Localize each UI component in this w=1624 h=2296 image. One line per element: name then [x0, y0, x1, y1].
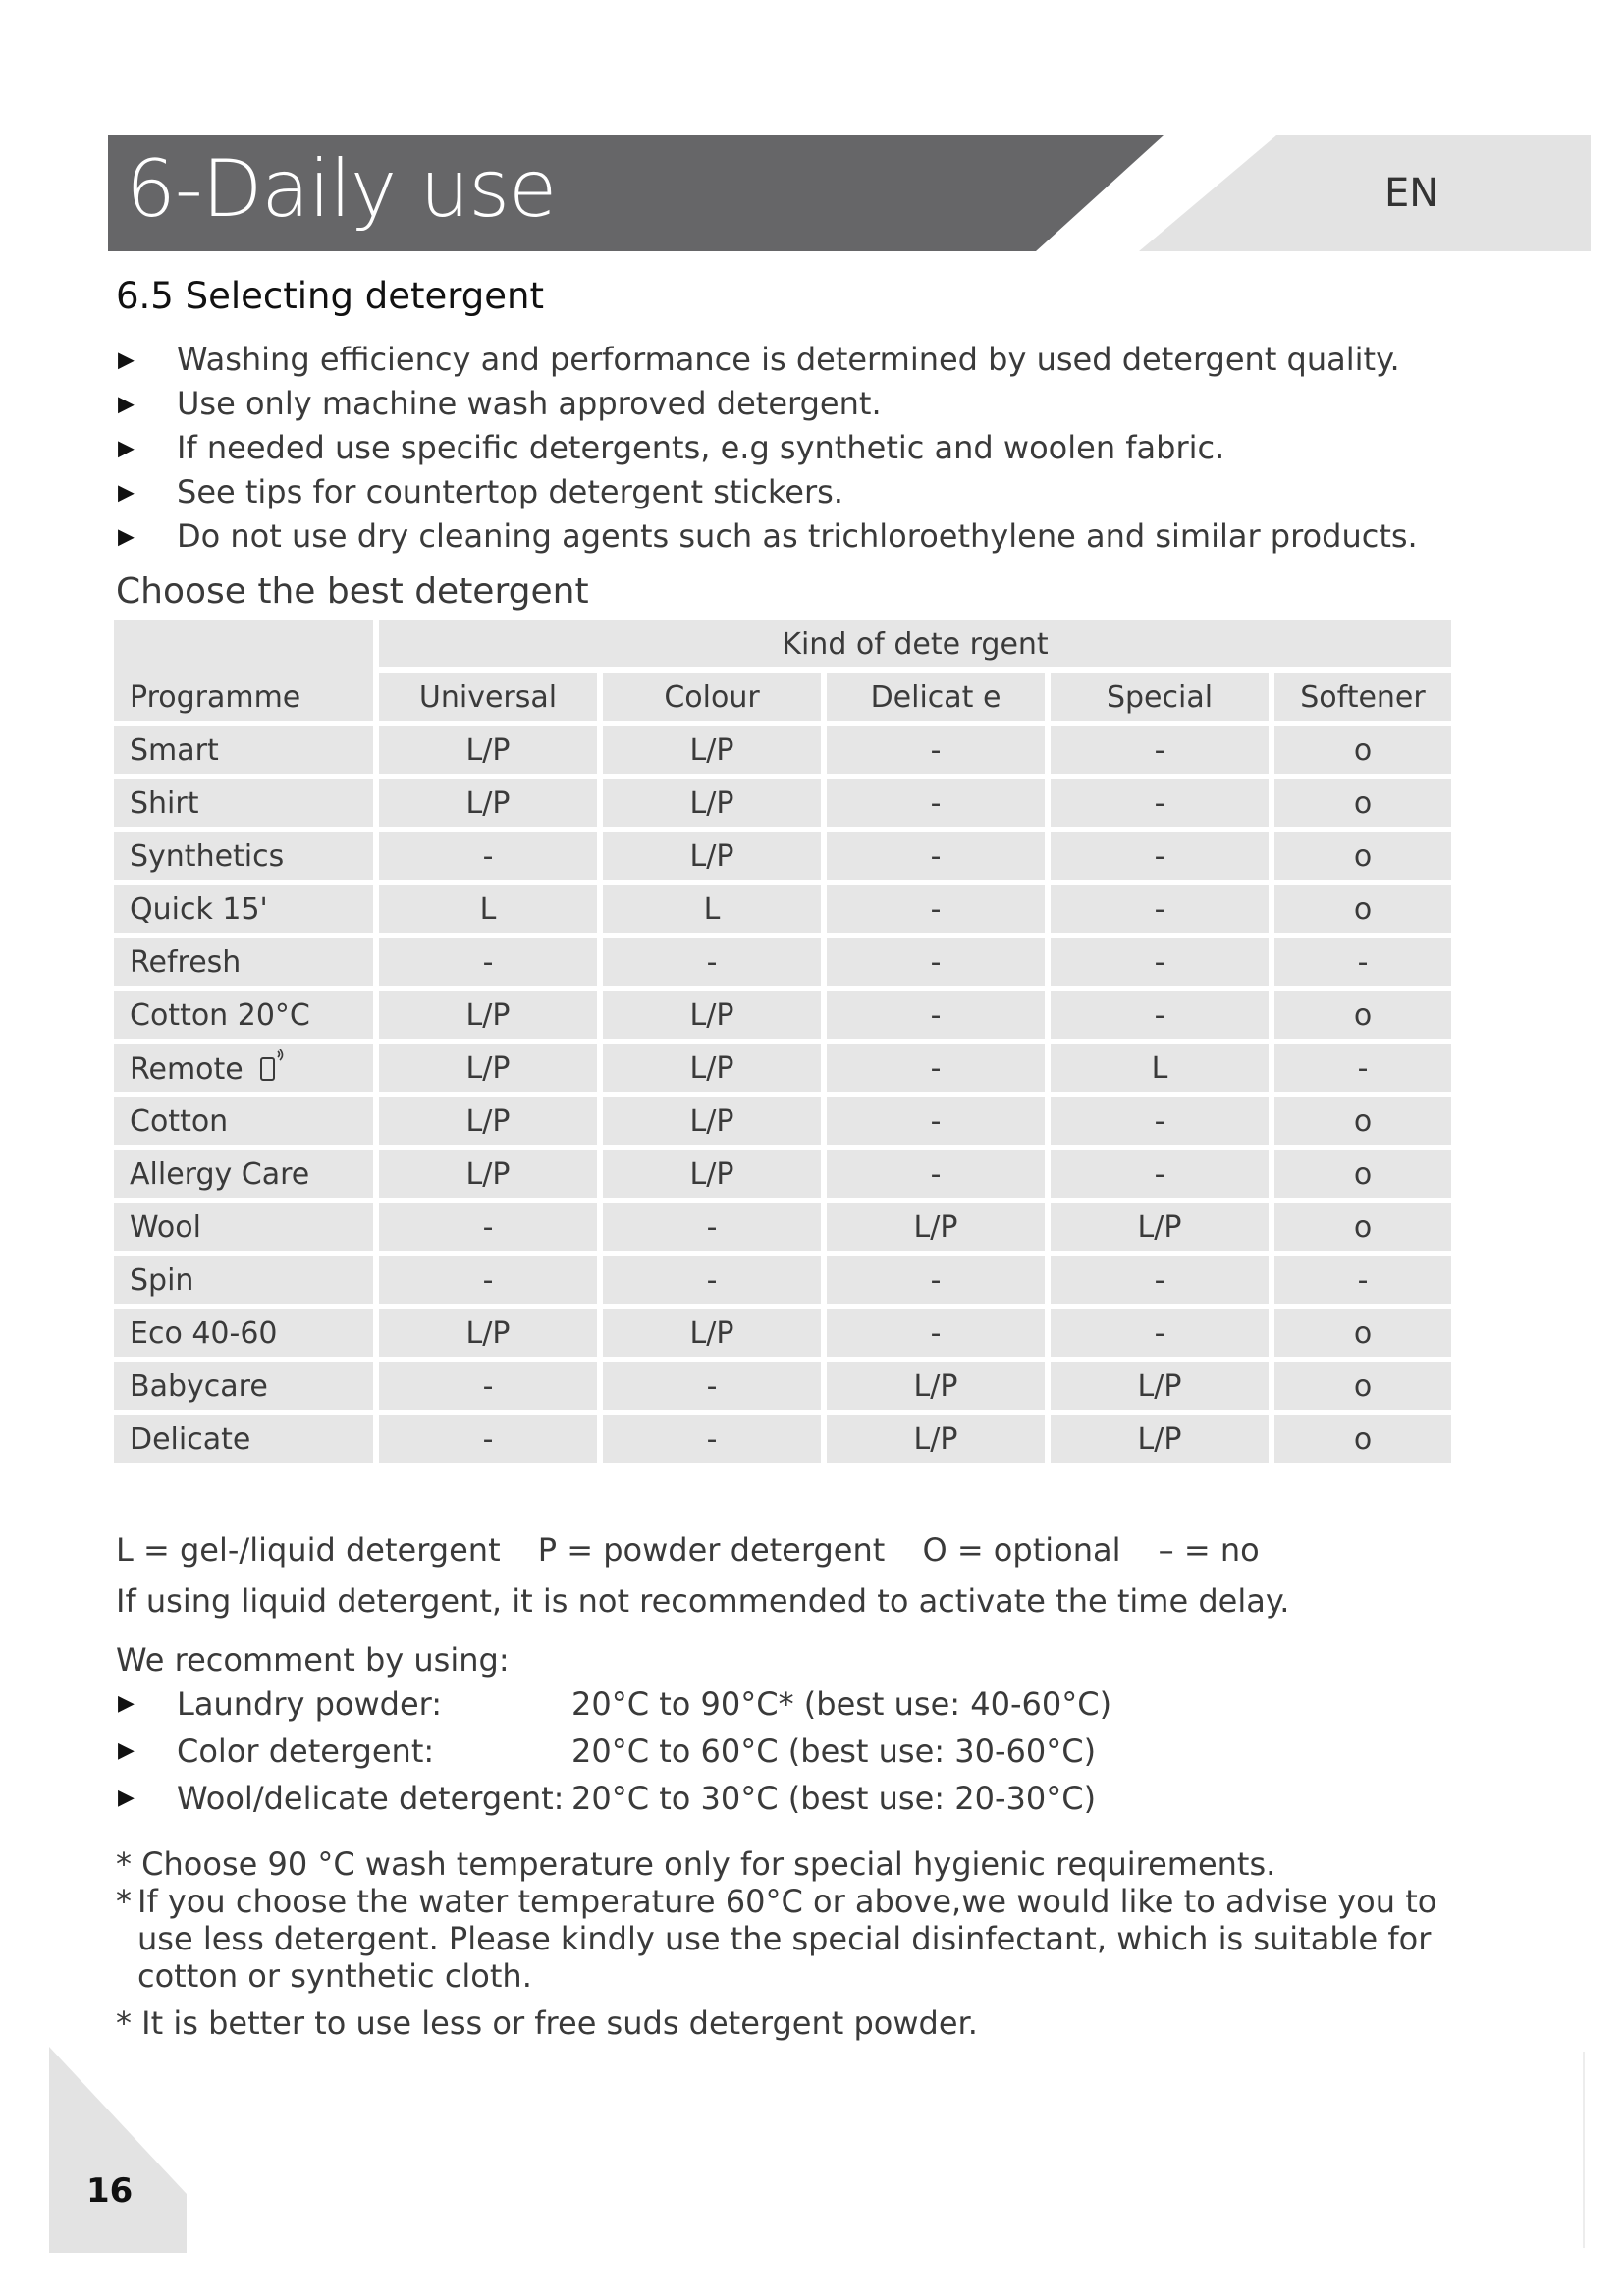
table-cell: - [603, 1362, 821, 1410]
temperature-range: 20°C to 30°C (best use: 20-30°C) [571, 1780, 1097, 1817]
table-cell: o [1274, 726, 1451, 774]
table-row [114, 1309, 1451, 1357]
table-cell: o [1274, 1203, 1451, 1251]
time-delay-note: If using liquid detergent, it is not recommended to activate the time delay. [116, 1582, 1290, 1620]
programme-cell: Eco 40-60 [114, 1309, 373, 1357]
table-cell: L/P [379, 991, 597, 1039]
table-cell: L [1051, 1044, 1269, 1092]
table-caption: Choose the best detergent [116, 571, 589, 612]
column-header-softener: Softener [1274, 673, 1451, 721]
footnote-text: Choose 90 °C wash temperature only for special hygienic requirements. [141, 1845, 1276, 1883]
footnote-mark: * [116, 1883, 132, 1920]
detergent-legend [116, 1531, 1287, 1569]
legend-item: P = powder detergent [537, 1531, 886, 1569]
column-header-special: Special [1051, 673, 1269, 721]
table-cell: - [379, 1203, 597, 1251]
footnote [116, 2004, 1490, 2042]
table-cell: L/P [379, 1097, 597, 1145]
table-cell: - [379, 1415, 597, 1463]
table-row [114, 1044, 1451, 1092]
bullet-text: Use only machine wash approved detergent. [177, 385, 882, 422]
table-cell: - [603, 1256, 821, 1304]
programme-cell [114, 1044, 373, 1092]
page-number: 16 [86, 2171, 134, 2211]
table-cell: - [827, 938, 1045, 986]
table-cell: - [1051, 1150, 1269, 1198]
recommend-list [116, 1681, 1111, 1822]
section-heading: 6.5 Selecting detergent [116, 275, 545, 317]
table-cell: o [1274, 1362, 1451, 1410]
remote-phone-icon [258, 1049, 286, 1083]
footnote [116, 1845, 1490, 1883]
table-row [114, 832, 1451, 880]
table-row [114, 726, 1451, 774]
legend-item: – = no [1158, 1531, 1260, 1569]
table-cell: L/P [603, 832, 821, 880]
legend-item: O = optional [922, 1531, 1121, 1569]
bullet-text: If needed use specific detergents, e.g synthetic and woolen fabric. [177, 429, 1225, 466]
table-cell: L/P [603, 1150, 821, 1198]
table-cell: L/P [827, 1415, 1045, 1463]
table-row [114, 1256, 1451, 1304]
table-cell: - [827, 832, 1045, 880]
table-cell: - [827, 1256, 1045, 1304]
table-cell: L/P [603, 1309, 821, 1357]
table-cell: L/P [379, 779, 597, 827]
bullet-arrow-icon: ▶ [118, 480, 135, 505]
footnote-mark: * [116, 2004, 132, 2042]
list-item [116, 382, 1418, 426]
page-corner-shape [49, 2047, 196, 2253]
list-item [116, 338, 1418, 382]
table-cell: o [1274, 1097, 1451, 1145]
table-row [114, 1362, 1451, 1410]
table-cell: o [1274, 1150, 1451, 1198]
bullet-arrow-icon: ▶ [118, 1738, 135, 1763]
table-cell: - [827, 779, 1045, 827]
list-item [116, 1681, 1111, 1728]
programme-cell: Wool [114, 1203, 373, 1251]
table-cell: o [1274, 779, 1451, 827]
table-cell: - [1051, 832, 1269, 880]
detergent-type: Wool/delicate detergent: [177, 1780, 565, 1817]
programme-cell: Allergy Care [114, 1150, 373, 1198]
table-cell: L/P [1051, 1362, 1269, 1410]
detergent-kind-header: Kind of dete rgent [379, 620, 1451, 667]
table-row [114, 1415, 1451, 1463]
table-cell: - [603, 938, 821, 986]
bullet-text: Washing efficiency and performance is determined by used detergent quality. [177, 341, 1400, 378]
bullet-arrow-icon: ▶ [118, 347, 135, 372]
table-cell: L/P [603, 779, 821, 827]
table-cell: - [1274, 938, 1451, 986]
column-header-universal: Universal [379, 673, 597, 721]
column-header-colour: Colour [603, 673, 821, 721]
footnote-text: If you choose the water temperature 60°C or above,we would like to advise you to use less detergent. Please kindly use the special disinfectant, which is suitable for cotton or synthetic cloth. [137, 1883, 1437, 1995]
table-cell: - [1051, 1256, 1269, 1304]
table-cell: o [1274, 1415, 1451, 1463]
table-cell: L/P [827, 1362, 1045, 1410]
table-cell: L/P [379, 1309, 597, 1357]
programme-cell: Cotton 20°C [114, 991, 373, 1039]
table-cell: o [1274, 1309, 1451, 1357]
table-cell: - [1051, 726, 1269, 774]
table-cell: L [379, 885, 597, 933]
bullet-text: Do not use dry cleaning agents such as trichloroethylene and similar products. [177, 517, 1418, 555]
footnote [116, 1883, 1490, 1995]
table-cell: - [379, 1362, 597, 1410]
table-cell: L [603, 885, 821, 933]
chapter-title: 6-Daily use [126, 143, 557, 235]
programme-cell: Quick 15' [114, 885, 373, 933]
table-cell: - [1051, 1309, 1269, 1357]
detergent-type: Laundry powder: [177, 1685, 443, 1723]
table-cell: - [827, 1309, 1045, 1357]
table-row [114, 885, 1451, 933]
footnote-text: It is better to use less or free suds detergent powder. [141, 2004, 978, 2042]
header-light-panel [1139, 135, 1591, 251]
intro-bullet-list [116, 338, 1418, 559]
programme-cell: Cotton [114, 1097, 373, 1145]
table-cell: - [379, 938, 597, 986]
table-row [114, 991, 1451, 1039]
table-cell: - [827, 1044, 1045, 1092]
table-cell: L/P [827, 1203, 1045, 1251]
bullet-arrow-icon: ▶ [118, 524, 135, 549]
table-cell: o [1274, 991, 1451, 1039]
table-cell: - [1051, 991, 1269, 1039]
page-edge-line [1583, 2052, 1585, 2248]
programme-cell: Delicate [114, 1415, 373, 1463]
table-cell: - [1051, 779, 1269, 827]
table-row [114, 1150, 1451, 1198]
table-cell: L/P [379, 1150, 597, 1198]
table-cell: L/P [379, 1044, 597, 1092]
list-item [116, 1775, 1111, 1822]
programme-cell: Spin [114, 1256, 373, 1304]
bullet-arrow-icon: ▶ [118, 392, 135, 416]
table-cell: L/P [603, 1044, 821, 1092]
programme-cell: Shirt [114, 779, 373, 827]
list-item [116, 470, 1418, 514]
programme-cell: Smart [114, 726, 373, 774]
detergent-type: Color detergent: [177, 1733, 435, 1770]
programme-cell: Refresh [114, 938, 373, 986]
bullet-arrow-icon: ▶ [118, 1786, 135, 1810]
table-cell: - [827, 726, 1045, 774]
temperature-range: 20°C to 90°C* (best use: 40-60°C) [571, 1685, 1112, 1723]
table-cell: - [827, 1097, 1045, 1145]
table-row [114, 1203, 1451, 1251]
table-cell: - [827, 885, 1045, 933]
list-item [116, 426, 1418, 470]
bullet-arrow-icon: ▶ [118, 1691, 135, 1716]
temperature-range: 20°C to 60°C (best use: 30-60°C) [571, 1733, 1097, 1770]
legend-item: L = gel-/liquid detergent [116, 1531, 501, 1569]
table-cell: L/P [379, 726, 597, 774]
table-row [114, 938, 1451, 986]
table-cell: o [1274, 885, 1451, 933]
table-cell: - [1274, 1256, 1451, 1304]
table-cell: - [603, 1415, 821, 1463]
table-cell: - [379, 832, 597, 880]
programme-cell: Synthetics [114, 832, 373, 880]
table-cell: - [379, 1256, 597, 1304]
table-cell: - [1274, 1044, 1451, 1092]
bullet-text: See tips for countertop detergent stickers. [177, 473, 843, 510]
bullet-arrow-icon: ▶ [118, 436, 135, 460]
language-code: EN [1384, 171, 1439, 216]
table-cell: L/P [603, 1097, 821, 1145]
recommend-intro: We recomment by using: [116, 1641, 510, 1679]
table-cell: - [827, 991, 1045, 1039]
list-item [116, 1728, 1111, 1775]
detergent-table [108, 614, 1457, 1468]
column-header-delicate: Delicat e [827, 673, 1045, 721]
table-cell: L/P [1051, 1203, 1269, 1251]
table-cell: - [1051, 885, 1269, 933]
list-item [116, 514, 1418, 559]
table-row [114, 779, 1451, 827]
programme-label: Remote [130, 1052, 244, 1087]
table-row [114, 1097, 1451, 1145]
table-cell: o [1274, 832, 1451, 880]
table-cell: - [827, 1150, 1045, 1198]
footnote-mark: * [116, 1845, 132, 1883]
table-cell: L/P [603, 991, 821, 1039]
programme-header: Programme [114, 620, 373, 721]
table-cell: L/P [603, 726, 821, 774]
programme-cell: Babycare [114, 1362, 373, 1410]
table-cell: - [1051, 938, 1269, 986]
table-cell: L/P [1051, 1415, 1269, 1463]
table-cell: - [603, 1203, 821, 1251]
table-cell: - [1051, 1097, 1269, 1145]
